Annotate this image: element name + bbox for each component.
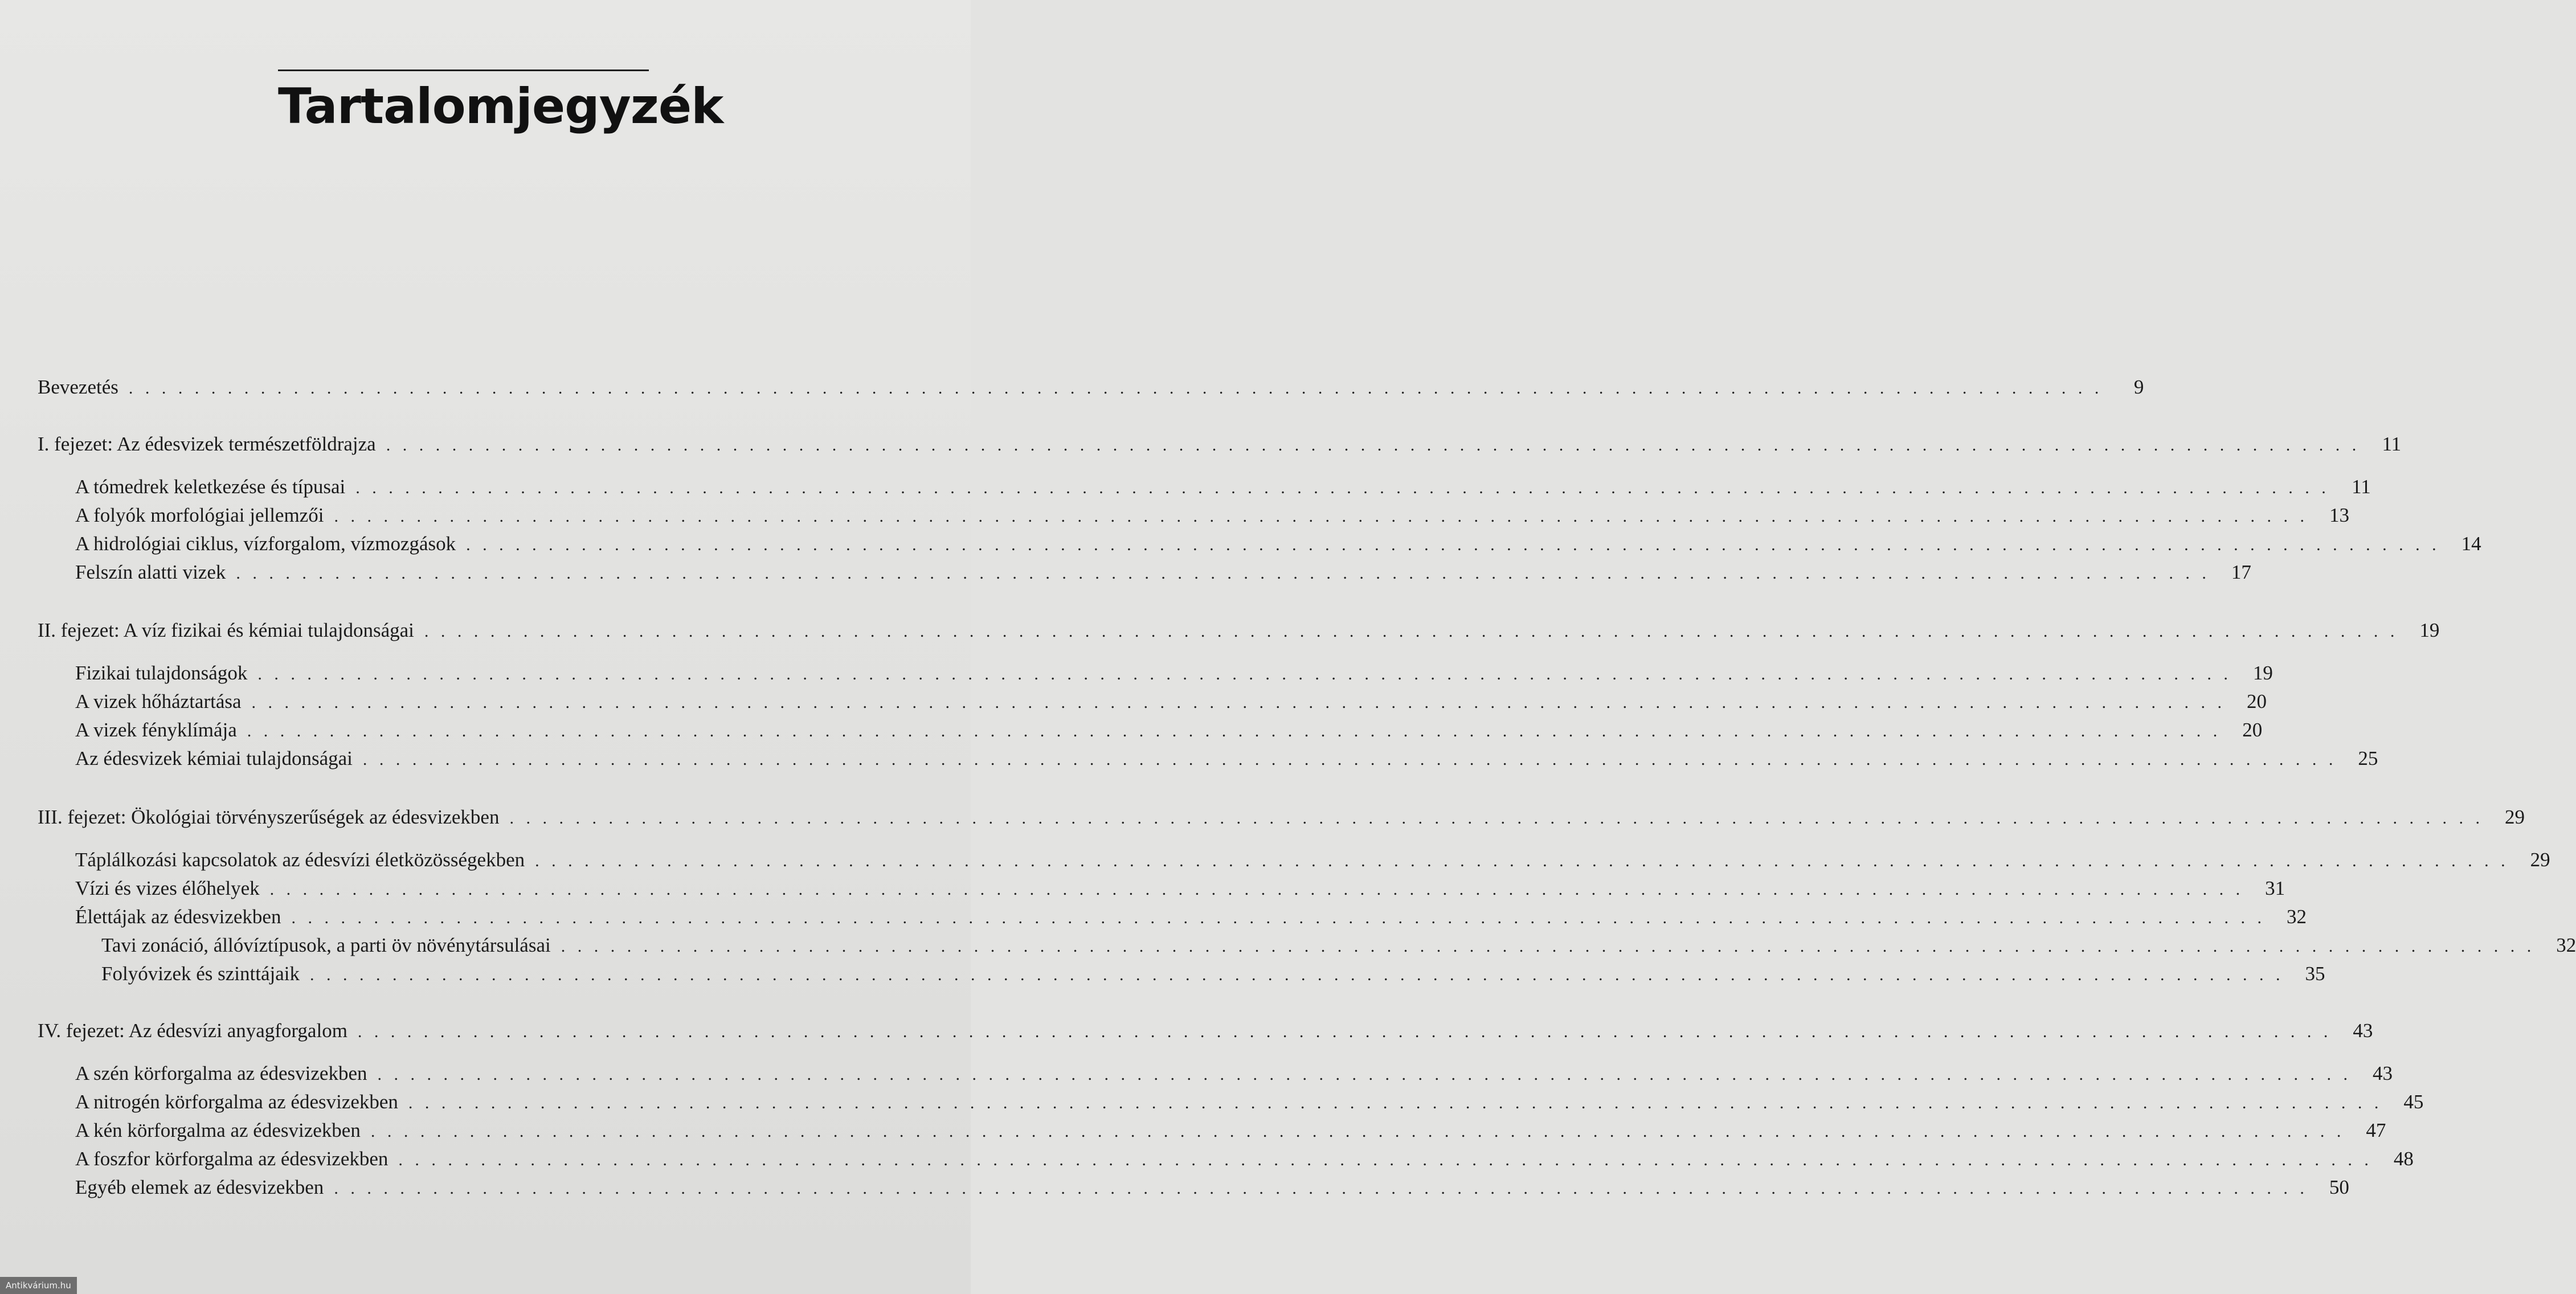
toc-entry-page: 14 <box>2461 533 2481 555</box>
dot-leader: . . . . . . . . . . . . . . . . . . . . . . . . . . . . . . . . . . . . . . . . . . . . . . . . . . . . . . . . . . . . . . . . . . . . . . . . . . . . . . . . . . . . . . . . . . . . . . . . . . . . . . . . . . . . . . . . . . . . . . . . <box>334 1179 2308 1198</box>
toc-entry-page: 35 <box>2305 963 2325 985</box>
toc-entry-title: A nitrogén körforgalma az édesvizekben <box>75 1091 398 1113</box>
toc-entry-title: I. fejezet: Az édesvizek természetföldrajza <box>38 433 376 455</box>
toc-entry-page: 32 <box>2286 906 2307 928</box>
toc-section <box>75 1145 2414 1173</box>
toc-entry-page: 29 <box>2504 806 2525 828</box>
toc-entry-page: 19 <box>2252 662 2273 684</box>
dot-leader: . . . . . . . . . . . . . . . . . . . . . . . . . . . . . . . . . . . . . . . . . . . . . . . . . . . . . . . . . . . . . . . . . . . . . . . . . . . . . . . . . . . . . . . . . . . . . . . . . . . . . . . . . . . . . . . . . . . . . . . . <box>377 1065 2352 1084</box>
toc-entry-page: 11 <box>2352 476 2371 498</box>
toc-section <box>75 1059 2393 1088</box>
toc-entry-page: 32 <box>2556 934 2576 956</box>
toc-entry-title: Az édesvizek kémiai tulajdonságai <box>75 747 353 769</box>
toc-subsection <box>101 931 2576 960</box>
toc-section <box>75 687 2267 716</box>
dot-leader: . . . . . . . . . . . . . . . . . . . . . . . . . . . . . . . . . . . . . . . . . . . . . . . . . . . . . . . . . . . . . . . . . . . . . . . . . . . . . . . . . . . . . . . . . . . . . . . . . . . . . . . . . . . . . . . . . . . . . . . . <box>424 622 2399 641</box>
toc-section <box>75 473 2371 501</box>
toc-entry-page: 19 <box>2419 619 2440 641</box>
toc-entry-title: III. fejezet: Ökológiai törvényszerűségek az édesvizekben <box>38 806 500 828</box>
toc-section <box>75 501 2349 530</box>
toc-entry-title: A hidrológiai ciklus, vízforgalom, vízmozgások <box>75 533 456 555</box>
dot-leader: . . . . . . . . . . . . . . . . . . . . . . . . . . . . . . . . . . . . . . . . . . . . . . . . . . . . . . . . . . . . . . . . . . . . . . . . . . . . . . . . . . . . . . . . . . . . . . . . . . . . . . . . . . . . . . . . . . . . . . . . <box>251 693 2226 712</box>
toc-entry-introduction <box>38 373 2144 402</box>
toc-chapter-4 <box>38 1017 2373 1045</box>
toc-entry-title: Egyéb elemek az édesvizekben <box>75 1176 324 1198</box>
dot-leader: . . . . . . . . . . . . . . . . . . . . . . . . . . . . . . . . . . . . . . . . . . . . . . . . . . . . . . . . . . . . . . . . . . . . . . . . . . . . . . . . . . . . . . . . . . . . . . . . . . . . . . . . . . . . . . . . . . . . . . . . <box>269 880 2244 899</box>
toc-entry-title: Tavi zonáció, állóvíztípusok, a parti öv növénytársulásai <box>101 934 551 956</box>
toc-entry-title: Fizikai tulajdonságok <box>75 662 248 684</box>
dot-leader: . . . . . . . . . . . . . . . . . . . . . . . . . . . . . . . . . . . . . . . . . . . . . . . . . . . . . . . . . . . . . . . . . . . . . . . . . . . . . . . . . . . . . . . . . . . . . . . . . . . . . . . . . . . . . . . . . . . . . . . . <box>334 507 2308 526</box>
dot-leader: . . . . . . . . . . . . . . . . . . . . . . . . . . . . . . . . . . . . . . . . . . . . . . . . . . . . . . . . . . . . . . . . . . . . . . . . . . . . . . . . . . . . . . . . . . . . . . . . . . . . . . . . . . . . . . . . . . . . . . . . <box>257 665 2232 683</box>
toc-chapter-3 <box>38 803 2525 832</box>
dot-leader: . . . . . . . . . . . . . . . . . . . . . . . . . . . . . . . . . . . . . . . . . . . . . . . . . . . . . . . . . . . . . . . . . . . . . . . . . . . . . . . . . . . . . . . . . . . . . . . . . . . . . . . . . . . . . . . . . . . . . . . . <box>247 722 2222 740</box>
dot-leader: . . . . . . . . . . . . . . . . . . . . . . . . . . . . . . . . . . . . . . . . . . . . . . . . . . . . . . . . . . . . . . . . . . . . . . . . . . . . . . . . . . . . . . . . . . . . . . . . . . . . . . . . . . . . . . . . . . . . . . . . <box>509 809 2484 828</box>
toc-entry-page: 43 <box>2353 1019 2373 1042</box>
toc-entry-title: A szén körforgalma az édesvizekben <box>75 1062 367 1084</box>
dot-leader: . . . . . . . . . . . . . . . . . . . . . . . . . . . . . . . . . . . . . . . . . . . . . . . . . . . . . . . . . . . . . . . . . . . . . . . . . . . . . . . . . . . . . . . . . . . . . . . . . . . . . . . . . . . . . . . . . . . . . . . . <box>236 564 2210 583</box>
dot-leader: . . . . . . . . . . . . . . . . . . . . . . . . . . . . . . . . . . . . . . . . . . . . . . . . . . . . . . . . . . . . . . . . . . . . . . . . . . . . . . . . . . . . . . . . . . . . . . . . . . . . . . . . . . . . . . . . . . . . . . . . <box>535 851 2509 870</box>
toc-entry-page: 13 <box>2329 504 2349 526</box>
toc-section <box>75 903 2307 931</box>
toc-entry-title: A tómedrek keletkezése és típusai <box>75 476 346 498</box>
toc-entry-title: IV. fejezet: Az édesvízi anyagforgalom <box>38 1019 347 1042</box>
dot-leader: . . . . . . . . . . . . . . . . . . . . . . . . . . . . . . . . . . . . . . . . . . . . . . . . . . . . . . . . . . . . . . . . . . . . . . . . . . . . . . . . . . . . . . . . . . . . . . . . . . . . . . . . . . . . . . . . . . . . . . . . <box>362 750 2337 769</box>
dot-leader: . . . . . . . . . . . . . . . . . . . . . . . . . . . . . . . . . . . . . . . . . . . . . . . . . . . . . . . . . . . . . . . . . . . . . . . . . . . . . . . . . . . . . . . . . . . . . . . . . . . . . . . . . . . . . . . . . . . . . . . . <box>128 379 2103 398</box>
toc-section <box>75 558 2251 587</box>
watermark: Antikvárium.hu <box>0 1277 77 1294</box>
toc-section <box>75 1088 2424 1116</box>
toc-entry-title: Felszín alatti vizek <box>75 561 226 583</box>
toc-entry-page: 17 <box>2231 561 2251 583</box>
toc-chapter-2 <box>38 616 2440 645</box>
toc-section <box>75 1116 2386 1145</box>
toc-entry-page: 20 <box>2247 690 2267 712</box>
toc-entry-page: 20 <box>2242 719 2263 741</box>
toc-entry-title: II. fejezet: A víz fizikai és kémiai tulajdonságai <box>38 619 414 641</box>
toc-entry-title: Vízi és vizes élőhelyek <box>75 877 260 899</box>
toc-entry-title: Folyóvizek és szinttájaik <box>101 963 300 985</box>
toc-section <box>75 659 2273 687</box>
toc-entry-title: A vizek hőháztartása <box>75 690 242 712</box>
toc-entry-page: 31 <box>2265 877 2285 899</box>
toc-entry-page: 47 <box>2366 1119 2386 1141</box>
toc-entry-title: A vizek fényklímája <box>75 719 237 741</box>
toc-chapter-1 <box>38 430 2402 458</box>
toc-entry-page: 50 <box>2329 1176 2349 1198</box>
toc-entry-page: 48 <box>2393 1148 2414 1170</box>
dot-leader: . . . . . . . . . . . . . . . . . . . . . . . . . . . . . . . . . . . . . . . . . . . . . . . . . . . . . . . . . . . . . . . . . . . . . . . . . . . . . . . . . . . . . . . . . . . . . . . . . . . . . . . . . . . . . . . . . . . . . . . . <box>561 937 2536 956</box>
toc-entry-title: Táplálkozási kapcsolatok az édesvízi életközösségekben <box>75 849 525 871</box>
toc-entry-page: 11 <box>2382 433 2402 455</box>
toc-entry-page: 29 <box>2530 849 2550 871</box>
dot-leader: . . . . . . . . . . . . . . . . . . . . . . . . . . . . . . . . . . . . . . . . . . . . . . . . . . . . . . . . . . . . . . . . . . . . . . . . . . . . . . . . . . . . . . . . . . . . . . . . . . . . . . . . . . . . . . . . . . . . . . . . <box>357 1022 2332 1041</box>
dot-leader: . . . . . . . . . . . . . . . . . . . . . . . . . . . . . . . . . . . . . . . . . . . . . . . . . . . . . . . . . . . . . . . . . . . . . . . . . . . . . . . . . . . . . . . . . . . . . . . . . . . . . . . . . . . . . . . . . . . . . . . . <box>466 535 2440 554</box>
toc-entry-title: A foszfor körforgalma az édesvizekben <box>75 1148 389 1170</box>
toc-entry-page: 25 <box>2358 747 2378 769</box>
toc-subsection <box>101 960 2325 988</box>
dot-leader: . . . . . . . . . . . . . . . . . . . . . . . . . . . . . . . . . . . . . . . . . . . . . . . . . . . . . . . . . . . . . . . . . . . . . . . . . . . . . . . . . . . . . . . . . . . . . . . . . . . . . . . . . . . . . . . . . . . . . . . . <box>291 908 2266 927</box>
dot-leader: . . . . . . . . . . . . . . . . . . . . . . . . . . . . . . . . . . . . . . . . . . . . . . . . . . . . . . . . . . . . . . . . . . . . . . . . . . . . . . . . . . . . . . . . . . . . . . . . . . . . . . . . . . . . . . . . . . . . . . . . <box>355 478 2330 497</box>
dot-leader: . . . . . . . . . . . . . . . . . . . . . . . . . . . . . . . . . . . . . . . . . . . . . . . . . . . . . . . . . . . . . . . . . . . . . . . . . . . . . . . . . . . . . . . . . . . . . . . . . . . . . . . . . . . . . . . . . . . . . . . . <box>398 1150 2373 1169</box>
dot-leader: . . . . . . . . . . . . . . . . . . . . . . . . . . . . . . . . . . . . . . . . . . . . . . . . . . . . . . . . . . . . . . . . . . . . . . . . . . . . . . . . . . . . . . . . . . . . . . . . . . . . . . . . . . . . . . . . . . . . . . . . <box>309 965 2284 984</box>
dot-leader: . . . . . . . . . . . . . . . . . . . . . . . . . . . . . . . . . . . . . . . . . . . . . . . . . . . . . . . . . . . . . . . . . . . . . . . . . . . . . . . . . . . . . . . . . . . . . . . . . . . . . . . . . . . . . . . . . . . . . . . . <box>370 1122 2345 1141</box>
toc-section <box>75 874 2285 903</box>
toc-section <box>75 530 2481 558</box>
toc-entry-title: A folyók morfológiai jellemzői <box>75 504 324 526</box>
dot-leader: . . . . . . . . . . . . . . . . . . . . . . . . . . . . . . . . . . . . . . . . . . . . . . . . . . . . . . . . . . . . . . . . . . . . . . . . . . . . . . . . . . . . . . . . . . . . . . . . . . . . . . . . . . . . . . . . . . . . . . . . <box>408 1094 2383 1112</box>
toc-entry-page: 45 <box>2403 1091 2424 1113</box>
title-rule <box>278 69 649 71</box>
toc-section <box>75 1173 2349 1202</box>
toc-section <box>75 744 2378 773</box>
toc-entry-page: 43 <box>2372 1062 2393 1084</box>
toc-section <box>75 716 2263 744</box>
dot-leader: . . . . . . . . . . . . . . . . . . . . . . . . . . . . . . . . . . . . . . . . . . . . . . . . . . . . . . . . . . . . . . . . . . . . . . . . . . . . . . . . . . . . . . . . . . . . . . . . . . . . . . . . . . . . . . . . . . . . . . . . <box>386 436 2361 454</box>
toc-entry-title: Élettájak az édesvizekben <box>75 906 281 928</box>
toc-entry-title: Bevezetés <box>38 376 118 398</box>
toc-entry-title: A kén körforgalma az édesvizekben <box>75 1119 361 1141</box>
page-title: Tartalomjegyzék <box>278 78 723 135</box>
toc-section <box>75 846 2550 874</box>
toc-entry-page: 9 <box>2133 376 2144 398</box>
